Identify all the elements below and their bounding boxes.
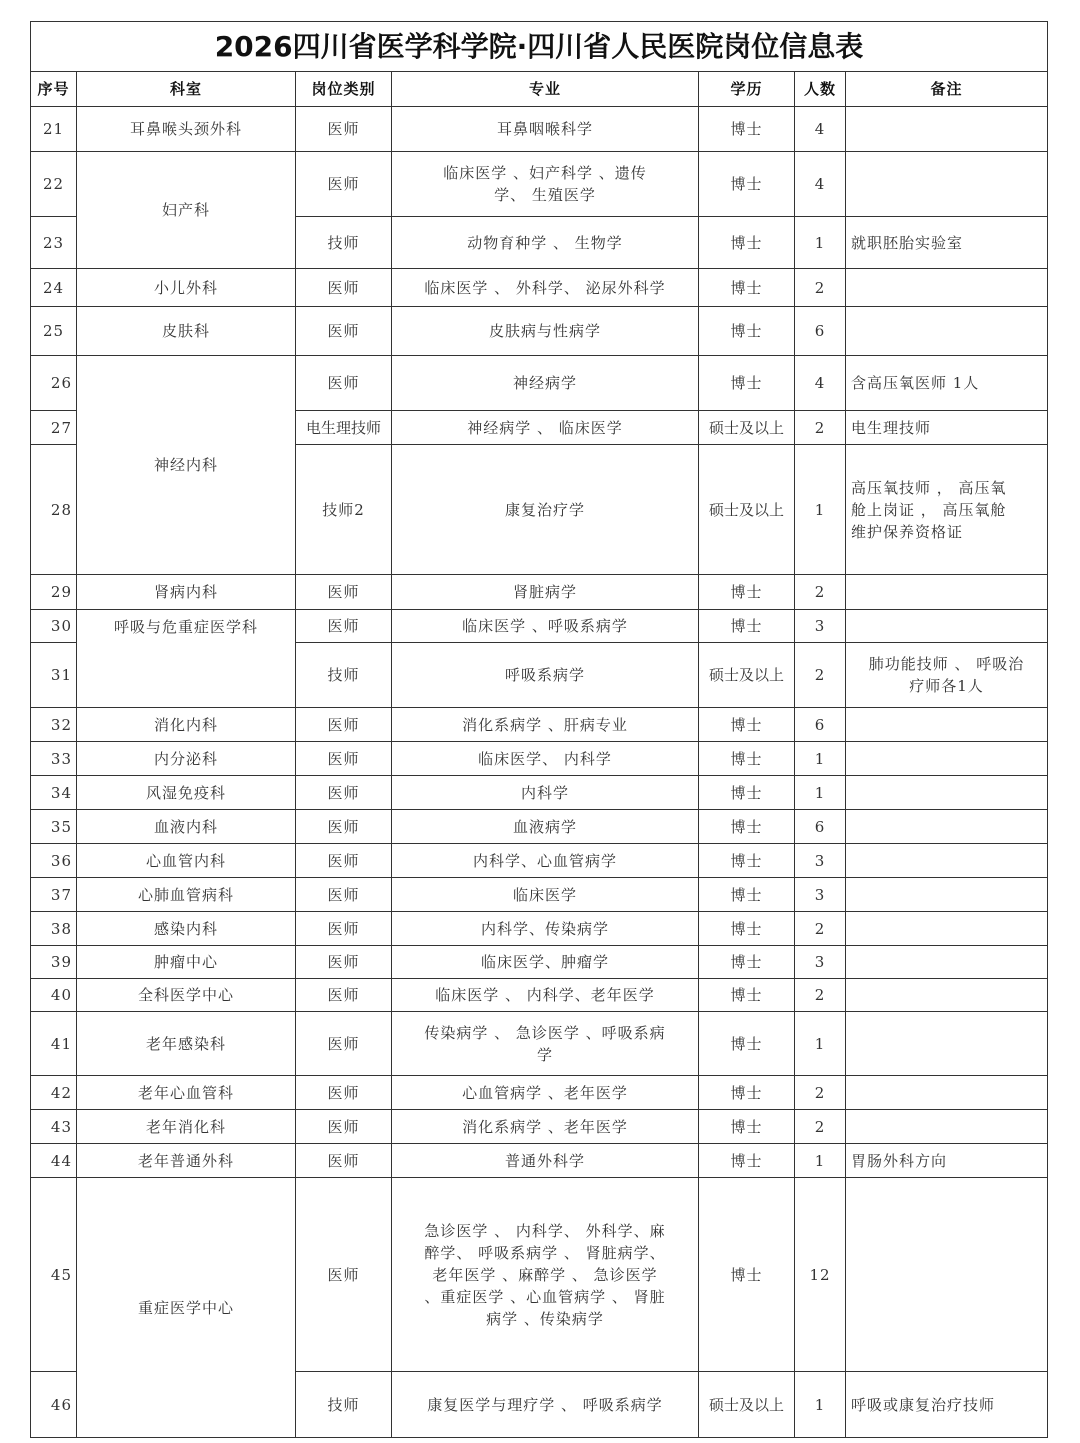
type-cell: 医师 bbox=[296, 742, 392, 776]
table-title: 2026四川省医学科学院·四川省人民医院岗位信息表 bbox=[31, 22, 1048, 72]
seq-cell: 40 bbox=[31, 979, 77, 1012]
type-cell: 医师 bbox=[296, 708, 392, 742]
header-note: 备注 bbox=[846, 72, 1048, 107]
header-seq: 序号 bbox=[31, 72, 77, 107]
major-cell: 消化系病学 、老年医学 bbox=[392, 1110, 699, 1144]
edu-cell: 博士 bbox=[699, 776, 795, 810]
seq-cell: 32 bbox=[31, 708, 77, 742]
header-major: 专业 bbox=[392, 72, 699, 107]
dept-cell: 皮肤科 bbox=[77, 307, 296, 356]
note-cell: 呼吸或康复治疗技师 bbox=[846, 1372, 1048, 1438]
note-cell bbox=[846, 742, 1048, 776]
seq-cell: 34 bbox=[31, 776, 77, 810]
table-row bbox=[31, 776, 1048, 810]
edu-cell: 博士 bbox=[699, 979, 795, 1012]
type-cell: 医师 bbox=[296, 1012, 392, 1076]
header-type: 岗位类别 bbox=[296, 72, 392, 107]
table-row bbox=[31, 152, 1048, 217]
note-cell bbox=[846, 912, 1048, 946]
edu-cell: 硕士及以上 bbox=[699, 643, 795, 708]
count-cell: 2 bbox=[795, 912, 846, 946]
dept-cell: 小儿外科 bbox=[77, 269, 296, 307]
edu-cell: 硕士及以上 bbox=[699, 1372, 795, 1438]
major-cell: 临床医学 bbox=[392, 878, 699, 912]
table-row bbox=[31, 810, 1048, 844]
count-cell: 2 bbox=[795, 575, 846, 610]
count-cell: 1 bbox=[795, 1144, 846, 1178]
job-info-table bbox=[30, 21, 1048, 1438]
seq-cell: 45 bbox=[31, 1178, 77, 1372]
note-cell bbox=[846, 107, 1048, 152]
seq-cell: 31 bbox=[31, 643, 77, 708]
edu-cell: 博士 bbox=[699, 1178, 795, 1372]
table-row bbox=[31, 946, 1048, 979]
major-cell: 消化系病学 、肝病专业 bbox=[392, 708, 699, 742]
seq-cell: 27 bbox=[31, 411, 77, 445]
count-cell: 1 bbox=[795, 217, 846, 269]
edu-cell: 博士 bbox=[699, 1012, 795, 1076]
seq-cell: 21 bbox=[31, 107, 77, 152]
count-cell: 3 bbox=[795, 844, 846, 878]
type-cell: 医师 bbox=[296, 152, 392, 217]
note-cell bbox=[846, 1012, 1048, 1076]
type-cell: 技师2 bbox=[296, 445, 392, 575]
major-cell: 神经病学 bbox=[392, 356, 699, 411]
note-cell: 胃肠外科方向 bbox=[846, 1144, 1048, 1178]
major-cell: 临床医学 、妇产科学 、遗传学、 生殖医学 bbox=[392, 152, 699, 217]
seq-cell: 24 bbox=[31, 269, 77, 307]
major-cell: 临床医学 、呼吸系病学 bbox=[392, 610, 699, 643]
edu-cell: 博士 bbox=[699, 1144, 795, 1178]
table-row bbox=[31, 844, 1048, 878]
table-row bbox=[31, 742, 1048, 776]
major-cell: 心血管病学 、老年医学 bbox=[392, 1076, 699, 1110]
dept-cell: 风湿免疫科 bbox=[77, 776, 296, 810]
edu-cell: 博士 bbox=[699, 1110, 795, 1144]
count-cell: 1 bbox=[795, 776, 846, 810]
major-cell: 急诊医学 、 内科学、 外科学、麻醉学、 呼吸系病学 、 肾脏病学、老年医学 、麻醉学 、 急诊医学 、重症医学 、心血管病学 、 肾脏病学 、传染病学 bbox=[392, 1178, 699, 1372]
dept-cell: 老年心血管科 bbox=[77, 1076, 296, 1110]
table-row bbox=[31, 708, 1048, 742]
edu-cell: 博士 bbox=[699, 269, 795, 307]
note-cell: 就职胚胎实验室 bbox=[846, 217, 1048, 269]
edu-cell: 博士 bbox=[699, 152, 795, 217]
type-cell: 医师 bbox=[296, 107, 392, 152]
seq-cell: 30 bbox=[31, 610, 77, 643]
type-cell: 医师 bbox=[296, 1144, 392, 1178]
major-cell: 康复医学与理疗学 、 呼吸系病学 bbox=[392, 1372, 699, 1438]
major-cell: 普通外科学 bbox=[392, 1144, 699, 1178]
major-cell: 临床医学 、 外科学、 泌尿外科学 bbox=[392, 269, 699, 307]
seq-cell: 28 bbox=[31, 445, 77, 575]
seq-cell: 22 bbox=[31, 152, 77, 217]
table-row bbox=[31, 356, 1048, 411]
count-cell: 6 bbox=[795, 307, 846, 356]
dept-cell: 老年感染科 bbox=[77, 1012, 296, 1076]
seq-cell: 23 bbox=[31, 217, 77, 269]
type-cell: 医师 bbox=[296, 1178, 392, 1372]
table-row bbox=[31, 107, 1048, 152]
note-cell bbox=[846, 307, 1048, 356]
dept-cell: 肿瘤中心 bbox=[77, 946, 296, 979]
dept-cell: 神经内科 bbox=[77, 356, 296, 575]
note-cell: 高压氧技师 ， 高压氧舱上岗证 ， 高压氧舱维护保养资格证 bbox=[846, 445, 1048, 575]
table-row bbox=[31, 269, 1048, 307]
table-row bbox=[31, 1076, 1048, 1110]
count-cell: 3 bbox=[795, 610, 846, 643]
edu-cell: 博士 bbox=[699, 742, 795, 776]
count-cell: 1 bbox=[795, 742, 846, 776]
table-row bbox=[31, 1178, 1048, 1372]
edu-cell: 博士 bbox=[699, 708, 795, 742]
major-cell: 康复治疗学 bbox=[392, 445, 699, 575]
count-cell: 2 bbox=[795, 1110, 846, 1144]
edu-cell: 硕士及以上 bbox=[699, 445, 795, 575]
note-cell bbox=[846, 1110, 1048, 1144]
table-row bbox=[31, 610, 1048, 643]
header-edu: 学历 bbox=[699, 72, 795, 107]
dept-cell: 血液内科 bbox=[77, 810, 296, 844]
type-cell: 技师 bbox=[296, 1372, 392, 1438]
edu-cell: 博士 bbox=[699, 810, 795, 844]
seq-cell: 39 bbox=[31, 946, 77, 979]
edu-cell: 硕士及以上 bbox=[699, 411, 795, 445]
note-cell: 肺功能技师 、 呼吸治疗师各1人 bbox=[846, 643, 1048, 708]
type-cell: 技师 bbox=[296, 217, 392, 269]
edu-cell: 博士 bbox=[699, 946, 795, 979]
table-row bbox=[31, 979, 1048, 1012]
dept-cell: 全科医学中心 bbox=[77, 979, 296, 1012]
type-cell: 电生理技师 bbox=[296, 411, 392, 445]
major-cell: 动物育种学 、 生物学 bbox=[392, 217, 699, 269]
count-cell: 3 bbox=[795, 878, 846, 912]
major-cell: 呼吸系病学 bbox=[392, 643, 699, 708]
edu-cell: 博士 bbox=[699, 356, 795, 411]
count-cell: 4 bbox=[795, 356, 846, 411]
seq-cell: 44 bbox=[31, 1144, 77, 1178]
note-cell bbox=[846, 610, 1048, 643]
note-cell bbox=[846, 979, 1048, 1012]
type-cell: 医师 bbox=[296, 1110, 392, 1144]
count-cell: 6 bbox=[795, 810, 846, 844]
major-cell: 皮肤病与性病学 bbox=[392, 307, 699, 356]
note-cell bbox=[846, 878, 1048, 912]
dept-cell: 耳鼻喉头颈外科 bbox=[77, 107, 296, 152]
seq-cell: 43 bbox=[31, 1110, 77, 1144]
header-dept: 科室 bbox=[77, 72, 296, 107]
seq-cell: 41 bbox=[31, 1012, 77, 1076]
table-row bbox=[31, 575, 1048, 610]
seq-cell: 38 bbox=[31, 912, 77, 946]
type-cell: 医师 bbox=[296, 979, 392, 1012]
count-cell: 2 bbox=[795, 979, 846, 1012]
table-row bbox=[31, 878, 1048, 912]
seq-cell: 42 bbox=[31, 1076, 77, 1110]
note-cell bbox=[846, 776, 1048, 810]
edu-cell: 博士 bbox=[699, 217, 795, 269]
dept-cell: 心血管内科 bbox=[77, 844, 296, 878]
count-cell: 2 bbox=[795, 269, 846, 307]
seq-cell: 29 bbox=[31, 575, 77, 610]
count-cell: 2 bbox=[795, 1076, 846, 1110]
header-count: 人数 bbox=[795, 72, 846, 107]
major-cell: 肾脏病学 bbox=[392, 575, 699, 610]
type-cell: 医师 bbox=[296, 844, 392, 878]
count-cell: 4 bbox=[795, 152, 846, 217]
header-row bbox=[31, 72, 1048, 107]
type-cell: 技师 bbox=[296, 643, 392, 708]
note-cell bbox=[846, 844, 1048, 878]
edu-cell: 博士 bbox=[699, 844, 795, 878]
major-cell: 神经病学 、 临床医学 bbox=[392, 411, 699, 445]
count-cell: 6 bbox=[795, 708, 846, 742]
job-info-document bbox=[30, 21, 1047, 1438]
type-cell: 医师 bbox=[296, 776, 392, 810]
type-cell: 医师 bbox=[296, 946, 392, 979]
table-row bbox=[31, 307, 1048, 356]
note-cell bbox=[846, 708, 1048, 742]
dept-cell: 肾病内科 bbox=[77, 575, 296, 610]
table-row bbox=[31, 1110, 1048, 1144]
edu-cell: 博士 bbox=[699, 307, 795, 356]
table-row bbox=[31, 912, 1048, 946]
note-cell bbox=[846, 946, 1048, 979]
type-cell: 医师 bbox=[296, 307, 392, 356]
major-cell: 血液病学 bbox=[392, 810, 699, 844]
count-cell: 1 bbox=[795, 445, 846, 575]
type-cell: 医师 bbox=[296, 575, 392, 610]
note-cell bbox=[846, 269, 1048, 307]
note-cell bbox=[846, 575, 1048, 610]
seq-cell: 37 bbox=[31, 878, 77, 912]
major-cell: 临床医学 、 内科学、老年医学 bbox=[392, 979, 699, 1012]
edu-cell: 博士 bbox=[699, 878, 795, 912]
dept-cell: 呼吸与危重症医学科 bbox=[77, 610, 296, 708]
type-cell: 医师 bbox=[296, 878, 392, 912]
edu-cell: 博士 bbox=[699, 107, 795, 152]
dept-cell: 重症医学中心 bbox=[77, 1178, 296, 1438]
seq-cell: 35 bbox=[31, 810, 77, 844]
count-cell: 1 bbox=[795, 1012, 846, 1076]
type-cell: 医师 bbox=[296, 356, 392, 411]
count-cell: 2 bbox=[795, 411, 846, 445]
major-cell: 耳鼻咽喉科学 bbox=[392, 107, 699, 152]
seq-cell: 33 bbox=[31, 742, 77, 776]
type-cell: 医师 bbox=[296, 610, 392, 643]
note-cell bbox=[846, 152, 1048, 217]
major-cell: 临床医学、肿瘤学 bbox=[392, 946, 699, 979]
table-row bbox=[31, 1012, 1048, 1076]
seq-cell: 26 bbox=[31, 356, 77, 411]
note-cell: 电生理技师 bbox=[846, 411, 1048, 445]
type-cell: 医师 bbox=[296, 269, 392, 307]
seq-cell: 36 bbox=[31, 844, 77, 878]
count-cell: 3 bbox=[795, 946, 846, 979]
type-cell: 医师 bbox=[296, 810, 392, 844]
major-cell: 内科学、心血管病学 bbox=[392, 844, 699, 878]
count-cell: 4 bbox=[795, 107, 846, 152]
dept-cell: 老年消化科 bbox=[77, 1110, 296, 1144]
dept-cell: 心肺血管病科 bbox=[77, 878, 296, 912]
count-cell: 2 bbox=[795, 643, 846, 708]
major-cell: 内科学、传染病学 bbox=[392, 912, 699, 946]
seq-cell: 25 bbox=[31, 307, 77, 356]
note-cell bbox=[846, 1076, 1048, 1110]
count-cell: 1 bbox=[795, 1372, 846, 1438]
dept-cell: 消化内科 bbox=[77, 708, 296, 742]
note-cell bbox=[846, 1178, 1048, 1372]
edu-cell: 博士 bbox=[699, 610, 795, 643]
note-cell bbox=[846, 810, 1048, 844]
major-cell: 临床医学、 内科学 bbox=[392, 742, 699, 776]
major-cell: 内科学 bbox=[392, 776, 699, 810]
seq-cell: 46 bbox=[31, 1372, 77, 1438]
dept-cell: 老年普通外科 bbox=[77, 1144, 296, 1178]
type-cell: 医师 bbox=[296, 912, 392, 946]
count-cell: 12 bbox=[795, 1178, 846, 1372]
note-cell: 含高压氧医师 1人 bbox=[846, 356, 1048, 411]
edu-cell: 博士 bbox=[699, 1076, 795, 1110]
type-cell: 医师 bbox=[296, 1076, 392, 1110]
dept-cell: 妇产科 bbox=[77, 152, 296, 269]
major-cell: 传染病学 、 急诊医学 、呼吸系病学 bbox=[392, 1012, 699, 1076]
dept-cell: 内分泌科 bbox=[77, 742, 296, 776]
dept-cell: 感染内科 bbox=[77, 912, 296, 946]
table-row bbox=[31, 1144, 1048, 1178]
edu-cell: 博士 bbox=[699, 575, 795, 610]
title-row bbox=[31, 22, 1048, 72]
edu-cell: 博士 bbox=[699, 912, 795, 946]
